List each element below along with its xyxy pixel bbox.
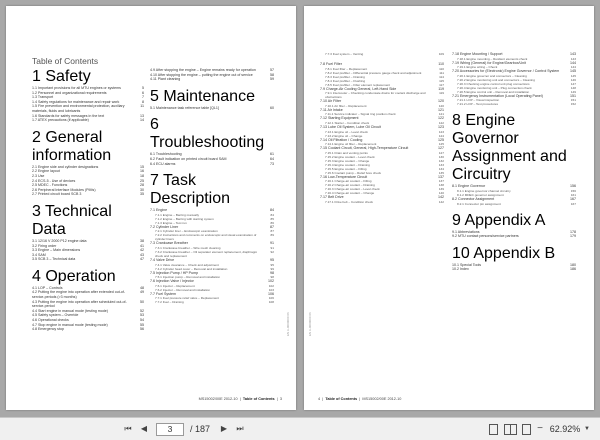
- toc-entry-page: 84: [270, 208, 274, 213]
- toc-entry-title: 1.4 Safety regulations for maintenance and repair work: [32, 99, 120, 104]
- toc-entry-page: 111: [439, 70, 444, 75]
- toc-entry-page: 120: [438, 103, 444, 108]
- toc-entry-title: 7.3.1 Crankcase breather – Wire mesh cleaning: [155, 245, 221, 250]
- toc-section: [32, 129, 144, 197]
- toc-entry-page: 143: [570, 52, 576, 56]
- toc-subentry[interactable]: [320, 52, 444, 56]
- toc-entry-page: 53: [140, 313, 144, 318]
- toc-entry-page: 137: [438, 174, 444, 179]
- toc-entry-title: 7.2 Cylinder Liner: [150, 224, 179, 229]
- toc-entry-page: 120: [438, 99, 444, 104]
- toc-entry-page: 14: [140, 118, 144, 123]
- toc-entry-title: 7.5.1 Injection pump – Removal and installation: [155, 275, 221, 280]
- toc-entry-title: 1.3 Transport: [32, 95, 54, 100]
- toc-subentry[interactable]: [452, 202, 576, 206]
- toc-entry-page: 95: [270, 262, 274, 267]
- viewer-toolbar: [0, 417, 600, 440]
- toc-entry-title: 7.21.1 LOP – Visual inspection: [457, 98, 500, 103]
- toc-entry-page: 59: [270, 77, 274, 82]
- toc-subentry[interactable]: [150, 233, 274, 241]
- toc-entry[interactable]: [452, 267, 576, 272]
- toc-entry-page: 148: [570, 85, 576, 90]
- side-mark: EN A-0000000 06: [308, 312, 312, 336]
- toc-entry-page: 8: [142, 99, 144, 104]
- toc-section: [32, 203, 144, 262]
- toc-entry-page: 110: [438, 62, 444, 66]
- toc-entry-page: 127: [438, 150, 444, 155]
- toc-entry-page: 56: [140, 327, 144, 332]
- toc-entry[interactable]: [32, 257, 144, 262]
- toc-entry-page: 137: [438, 179, 444, 184]
- toc-entry[interactable]: [32, 104, 144, 113]
- toc-entry-page: 57: [270, 68, 274, 72]
- toc-entry-page: 133: [438, 162, 444, 167]
- toc-entry-page: 142: [438, 195, 444, 200]
- toc-entry-title: 7.4.1 Valve clearance – Check and adjustment: [155, 262, 219, 267]
- toc-entry-page: 109: [438, 52, 444, 56]
- toc-entry-title: 4.6 Operational checks: [32, 318, 69, 323]
- toc-entry-title: 7.16.4 Charge-air coolant – Change: [325, 191, 375, 196]
- toc-entry[interactable]: [32, 300, 144, 309]
- toc-entry-title: 8.1.2 MDEC governor assignment: [457, 192, 504, 197]
- toc-entry-title: 3.4 SAM: [32, 252, 46, 257]
- page-footer: MS15002/00E 2012-10 | Table of Contents | 3: [198, 397, 282, 401]
- toc-entry-title: 4.7 Stop engine in manual mode (testing mode): [32, 322, 108, 327]
- toc-entry-page: 89: [270, 233, 274, 238]
- toc-entry-title: 7.16.1 Charge-air coolant – Filling: [325, 179, 372, 184]
- toc-entry-page: 41: [140, 243, 144, 248]
- toc-entry-title: 2.4 ECS-5 - Use of devices: [32, 178, 76, 183]
- toc-entry-title: 7.14.1 Engine oil filter – Replacement: [325, 142, 377, 147]
- footer-label: Table of Contents: [325, 397, 358, 401]
- toc-entry-page: 179: [570, 234, 576, 239]
- toc-entry-title: 7.9 Charge-Air Cooling General, Left-Hand Side: [320, 86, 397, 91]
- toc-entry-title: 5.1 Maintenance task reference table [QL1]: [150, 105, 219, 110]
- toc-entry-title: 7.4 Valve Drive: [150, 257, 175, 262]
- toc-entry-page: 135: [438, 170, 444, 175]
- toc-entry-page: 61: [270, 152, 274, 157]
- toc-section-title: 6 Troubleshooting: [150, 116, 265, 152]
- toc-entry-page: 106: [268, 296, 274, 301]
- toc-entry-page: 35: [140, 192, 144, 197]
- toc-subentry[interactable]: [452, 102, 576, 106]
- toc-entry-title: 10.1 Special Tools: [452, 262, 482, 267]
- toc-entry-page: 145: [570, 73, 576, 78]
- document-page-right: [304, 6, 594, 410]
- toc-entry-page: 125: [438, 142, 444, 147]
- toc-entry-title: 7.18.1 Engine mounting – Resilient elements check: [457, 56, 528, 61]
- toc-entry-title: 7.8.4 Fuel prefilter – Flushing: [325, 78, 366, 83]
- toc-entry-page: 122: [438, 116, 444, 121]
- toc-entry[interactable]: [150, 106, 274, 111]
- toc-entry[interactable]: [150, 162, 274, 167]
- document-page-left: [6, 6, 296, 410]
- two-page-view-icon[interactable]: [504, 424, 517, 435]
- toc-entry-title: 7.1.3 Engine – Test run: [155, 220, 187, 225]
- toc-section-title: 9 Appendix A: [452, 211, 546, 229]
- toc-entry-title: 7.20.1 Engine governor and connectors – Cleaning: [457, 73, 527, 78]
- toc-entry-page: 122: [438, 120, 444, 125]
- toc-entry-title: 8.1 Engine Governor: [452, 184, 486, 189]
- toc-entry-page: 91: [270, 245, 274, 250]
- toc-entry-page: 161: [570, 192, 576, 197]
- toc-section: [32, 268, 144, 332]
- toc-entry-page: 91: [270, 241, 274, 246]
- toc-entry-title: 7.20.3 Checking engine control unit plug connections: [457, 81, 530, 86]
- total-pages: / 187: [189, 424, 211, 434]
- toc-entry-title: 7.16.3 Charge-air coolant – Level check: [325, 187, 380, 192]
- toc-entry[interactable]: [32, 118, 144, 123]
- toc-entry-page: 13: [140, 113, 144, 118]
- toc-entry-title: 7.5 Injection Pump / HP Pump: [150, 270, 199, 275]
- toc-entry-title: 7.7.2 Fuel – Draining: [155, 300, 184, 305]
- toc-entry-page: 7: [142, 95, 144, 100]
- toc-entry-title: 7.1 Engine: [150, 208, 168, 213]
- toc-entry-page: 124: [438, 133, 444, 138]
- toc-column-1: [32, 68, 144, 338]
- prev-page-icon[interactable]: ◀: [140, 424, 148, 433]
- toc-entry-page: 30: [140, 187, 144, 192]
- toc-entry-title: 7.14 Oil Filtration / Cooling: [320, 137, 363, 142]
- toc-entry-page: 43: [140, 252, 144, 257]
- toc-section-title: 2 General information: [32, 128, 112, 164]
- toc-entry-title: 7.20 Accessories for (Electronic) Engine Governor / Control System: [452, 69, 560, 74]
- toc-entry-page: 25: [140, 178, 144, 183]
- toc-column-2: [150, 68, 274, 310]
- toc-entry-title: 1.7 ATEX precautions (if applicable): [32, 118, 89, 123]
- toc-section: [452, 245, 576, 272]
- toc-entry-title: 3.3 Engine – Main dimensions: [32, 248, 81, 253]
- page-title: Table of Contents: [32, 56, 99, 66]
- toc-entry-page: 55: [140, 322, 144, 327]
- page-number-input[interactable]: 3: [156, 423, 184, 436]
- next-page-icon[interactable]: ▶: [220, 424, 228, 433]
- toc-entry-page: 58: [270, 72, 274, 77]
- toc-entry-title: 7.1.1 Engine – Barring manually: [155, 212, 200, 217]
- toc-entry-page: 38: [140, 238, 144, 243]
- toc-entry-title: 7.15.5 Engine coolant – Filling: [325, 166, 367, 171]
- toc-entry-page: 151: [570, 98, 576, 103]
- toc-entry[interactable]: [150, 77, 274, 82]
- toc-entry-page: 87: [270, 224, 274, 229]
- toc-entry-title: 7.11.1 Service indicator – Signal ring position check: [325, 112, 396, 117]
- toc-entry-page: 180: [570, 262, 576, 267]
- toc-entry-title: 7.15.3 Engine coolant – Change: [325, 158, 370, 163]
- toc-entry-title: 7.4.2 Cylinder head cover – Removal and installation: [155, 266, 228, 271]
- footer-label: Table of Contents: [242, 397, 275, 401]
- toc-entry-page: 98: [270, 270, 274, 275]
- toc-entry-title: 2.6 Peripheral Interface Modules (PIMs): [32, 187, 96, 192]
- toc-entry-page: 127: [438, 146, 444, 151]
- toc-section-title: 10 Appendix B: [452, 244, 556, 262]
- toc-section-title: 4 Operation: [32, 267, 116, 285]
- toc-entry-title: 7.19.1 Engine wiring – Check: [457, 65, 498, 70]
- toc-entry-page: 139: [438, 187, 444, 192]
- toc-entry-page: 108: [268, 300, 274, 305]
- toc-section: [320, 52, 444, 56]
- toc-entry-title: 9.2 MTU contact persons/service partners: [452, 234, 519, 239]
- toc-entry-title: 7.11 Air Intake: [320, 107, 343, 112]
- toc-entry-page: 130: [438, 154, 444, 159]
- toc-section: [452, 112, 576, 205]
- scroll-view-icon[interactable]: [522, 424, 531, 435]
- toc-entry-page: 110: [439, 66, 444, 71]
- toc-entry-page: 52: [140, 308, 144, 313]
- toc-entry-title: 4.10 After stopping the engine – putting the engine out of service: [150, 72, 253, 77]
- toc-entry-page: 152: [570, 102, 576, 107]
- toc-entry-title: 7.20.4 Engine monitoring unit – Plug connection check: [457, 85, 532, 90]
- toc-entry-page: 132: [438, 158, 444, 163]
- toc-entry-page: 49: [140, 290, 144, 295]
- toc-entry-title: 7.2.1 Cylinder liner – Endoscopic examination: [155, 229, 218, 234]
- toc-entry-page: 86: [270, 220, 274, 225]
- toc-entry-title: 7.6.1 Injector – Replacement: [155, 283, 195, 288]
- toc-entry-title: 7.12 Starting Equipment: [320, 116, 359, 121]
- toc-entry-title: 3.2 Firing order: [32, 243, 57, 248]
- toc-entry-page: 102: [268, 279, 274, 284]
- footer-doc-number: MS15002/00E 2012-10: [198, 397, 238, 401]
- toc-entry-page: 147: [570, 81, 576, 86]
- footer-doc-number: MS15002/00E 2012-10: [362, 397, 402, 401]
- toc-entry-page: 143: [570, 56, 576, 61]
- toc-entry-title: 3.5 SCB 3 – Technical data: [32, 257, 76, 262]
- toc-entry-page: 186: [570, 267, 576, 272]
- toc-entry-title: 4.4 Start engine in manual mode (testing mode): [32, 308, 108, 313]
- toc-entry-title: 7.13.2 Engine oil – Change: [325, 133, 363, 138]
- toc-entry-page: 123: [438, 124, 444, 129]
- footer-page-number: 3: [279, 397, 282, 401]
- toc-entry-page: 99: [270, 266, 274, 271]
- toc-entry-title: 4.5 Safety system – Override: [32, 313, 79, 318]
- toc-section: [150, 172, 274, 304]
- toc-entry-page: 87: [270, 229, 274, 234]
- toc-entry-title: 7.16.2 Charge-air coolant – Draining: [325, 183, 375, 188]
- toc-entry-title: 7.9.1 Intercooler – Checking condensate drains for coolant discharge and obstructions: [325, 91, 426, 100]
- toc-entry-title: 7.10.1 Air filter – Replacement: [325, 103, 367, 108]
- toc-entry-page: 28: [140, 183, 144, 188]
- toc-entry-title: 7.8.1 Fuel filter – Replacement: [325, 66, 368, 71]
- toc-section: [320, 62, 444, 204]
- toc-entry-title: 7.13 Lube Oil System, Lube Oil Circuit: [320, 124, 381, 129]
- toc-entry-title: 7.2.2 Instructions and comments on endoscopic and visual examination of cylinder liners: [155, 233, 257, 242]
- toc-entry-page: 47: [140, 257, 144, 262]
- toc-entry-page: 73: [270, 161, 274, 166]
- toc-entry-page: 144: [570, 65, 576, 70]
- toc-entry-page: 140: [438, 191, 444, 196]
- toc-entry-title: 2.5 MDEC - Functions: [32, 183, 68, 188]
- toc-entry-page: 6: [142, 90, 144, 95]
- toc-entry-title: 6.4 ECU alarms: [150, 161, 176, 166]
- toc-entry-page: 50: [140, 299, 144, 304]
- page-footer: 4 | Table of Contents | MS15002/00E 2012-10: [318, 397, 402, 401]
- toc-entry-title: 6.2 Fault indication on printed circuit board SAM: [150, 156, 227, 161]
- toc-entry-page: 15: [140, 164, 144, 169]
- toc-section-title: 5 Maintenance: [150, 87, 255, 105]
- toc-entry-page: 151: [570, 93, 576, 98]
- toc-entry-title: 7.3.2 Crankcase breather – Oil separator element replacement, diaphragm check and replacement: [155, 249, 258, 258]
- toc-entry-title: 7.15.4 Engine coolant – Draining: [325, 162, 370, 167]
- toc-section: [150, 116, 274, 166]
- toc-entry-page: 98: [270, 275, 274, 280]
- toc-subentry[interactable]: [150, 300, 274, 304]
- toc-entry-title: 1.2 Personnel and organizational requirements: [32, 90, 107, 95]
- toc-entry-title: 7.7.1 Fuel pressure relief valve – Replacement: [155, 296, 219, 301]
- toc-entry-title: 7.20.2 Engine monitoring unit and connectors – Cleaning: [457, 77, 535, 82]
- toc-section: [452, 52, 576, 106]
- toc-entry-page: 92: [270, 249, 274, 254]
- toc-entry-page: 84: [270, 212, 274, 217]
- toc-entry-title: 7.1.2 Engine – Barring with starting system: [155, 216, 214, 221]
- toc-entry-page: 48: [140, 285, 144, 290]
- toc-entry-page: 178: [570, 229, 576, 234]
- toc-entry[interactable]: [32, 327, 144, 332]
- toc-entry-page: 18: [140, 173, 144, 178]
- toc-column-4: [452, 52, 576, 278]
- toc-entry-page: 60: [270, 105, 274, 110]
- toc-entry-title: 10.2 Index: [452, 267, 469, 272]
- toc-entry-page: 117: [439, 82, 444, 87]
- toc-entry-title: 4.2 Putting the engine into operation after extended out-of-service-periods (>3 months): [32, 290, 126, 300]
- toc-entry-page: 106: [268, 291, 274, 296]
- toc-entry-page: 156: [570, 184, 576, 189]
- toc-entry-title: 7.17.1 Drive belt – Condition check: [325, 199, 373, 204]
- toc-entry-title: 7.21.2 LOP – Test procedures: [457, 102, 498, 107]
- toc-entry-title: 7.7.3 Fuel system – Venting: [325, 52, 364, 56]
- toc-entry-title: 7.18 Engine Mounting / Support: [452, 52, 503, 56]
- toc-entry-title: 6.1 Troubleshooting: [150, 152, 182, 157]
- toc-section: [452, 212, 576, 239]
- toc-entry-title: 7.8 Fuel Filter: [320, 62, 342, 66]
- toc-entry-title: 7.17 Belt Drive: [320, 195, 344, 200]
- toc-entry-page: 5: [142, 86, 144, 90]
- toc-subentry[interactable]: [320, 91, 444, 99]
- toc-entry-title: 7.8.2 Fuel prefilter – Differential pressure gauge check and adjustment: [325, 70, 422, 75]
- toc-entry-page: 142: [438, 199, 444, 204]
- toc-entry-title: 8.2 Connector Assignment: [452, 196, 495, 201]
- toc-entry-title: 4.8 Emergency stop: [32, 327, 64, 332]
- toc-entry-page: 134: [438, 166, 444, 171]
- toc-entry-title: 8.2.1 Connector pin assignment: [457, 201, 501, 206]
- toc-entry-page: 119: [439, 91, 444, 96]
- toc-entry-title: 9.1 Abbreviations: [452, 229, 480, 234]
- toc-entry-page: 121: [438, 112, 444, 117]
- toc-entry-page: 11: [140, 104, 144, 109]
- toc-entry-title: 7.19 Wiring (General) for Engine/Gearbox/Unit: [452, 60, 526, 65]
- toc-entry-page: 121: [438, 107, 444, 112]
- toc-entry-page: 95: [270, 257, 274, 262]
- toc-entry-page: 102: [268, 283, 274, 288]
- single-page-view-icon[interactable]: [489, 424, 498, 435]
- toc-entry-title: 7.21 Emergency Instrumentation (Local Operating Panel): [452, 93, 543, 98]
- toc-entry-title: 7.10 Air Filter: [320, 99, 342, 104]
- toc-entry-page: 149: [570, 89, 576, 94]
- toc-entry-title: 2.1 Engine side and cylinder designations: [32, 164, 99, 169]
- view-mode-icons: [488, 418, 532, 440]
- toc-entry-page: 146: [570, 77, 576, 82]
- toc-entry-page: 54: [140, 318, 144, 323]
- toc-entry-title: 2.2 Engine layout: [32, 169, 60, 174]
- toc-entry-page: 119: [438, 86, 444, 91]
- toc-entry-title: 7.13.1 Engine oil – Level check: [325, 129, 368, 134]
- toc-entry-title: 7.15.2 Engine coolant – Level check: [325, 154, 375, 159]
- toc-column-3: [320, 52, 444, 210]
- toc-section-title: 7 Task Description: [150, 172, 231, 208]
- toc-section: [150, 88, 274, 111]
- first-page-icon[interactable]: ⏮: [124, 424, 132, 433]
- toc-entry-title: 1.5 Fire prevention and environmental protection, auxiliary materials, fluids and lubricants: [32, 104, 125, 113]
- toc-entry-page: 145: [570, 69, 576, 74]
- toc-entry-page: 156: [570, 188, 576, 193]
- toc-entry[interactable]: [32, 290, 144, 299]
- toc-entry-title: 7.8.3 Fuel prefilter – Draining: [325, 74, 365, 79]
- toc-entry-title: 7.15.1 Drain and venting points: [325, 150, 368, 155]
- toc-entry[interactable]: [452, 234, 576, 239]
- last-page-icon[interactable]: ⏭: [236, 424, 244, 433]
- toc-entry-title: 4.3 Putting the engine into operation after scheduled out-of-service-period: [32, 299, 127, 309]
- toc-subentry[interactable]: [320, 200, 444, 204]
- toc-entry-title: 3.1 12/16 V 2000 P12 engine data: [32, 238, 87, 243]
- toc-entry-page: 114: [439, 74, 444, 79]
- toc-entry-page: 167: [570, 201, 576, 206]
- toc-entry-title: 7.15 Coolant Circuit, General, High-Temperature Circuit: [320, 146, 409, 151]
- toc-entry-page: 42: [140, 248, 144, 253]
- toc-entry-title: 7.7 Fuel System: [150, 291, 176, 296]
- toc-entry-title: 4.9 After stopping the engine – Engine remains ready for operation: [150, 68, 256, 72]
- footer-page-number: 4: [318, 397, 321, 401]
- toc-section-title: 8 Engine Governor Assignment and Circuitry: [452, 112, 567, 184]
- toc-entry-title: 2.7 Printed circuit board SCB 3: [32, 192, 82, 197]
- toc-section-title: 3 Technical Data: [32, 202, 112, 238]
- toc-subentry[interactable]: [150, 250, 274, 258]
- toc-entry-page: 64: [270, 156, 274, 161]
- toc-entry-page: 16: [140, 169, 144, 174]
- toc-entry-page: 167: [570, 196, 576, 201]
- zoom-level[interactable]: 62.92%: [549, 424, 581, 434]
- toc-entry-title: 7.8.5 Fuel prefilter – Filter element replacement: [325, 82, 390, 87]
- toc-entry-title: 4.11 Plant cleaning: [150, 77, 181, 82]
- toc-entry-title: 8.1.1 Engine governor channel circuitry: [457, 188, 511, 193]
- toc-entry-title: 1.1 Important provisions for all MTU engines or systems: [32, 86, 121, 90]
- toc-entry[interactable]: [32, 192, 144, 197]
- toc-entry-title: 2.3 Use: [32, 173, 45, 178]
- toc-entry-title: 1.6 Standards for safety messages in the text: [32, 113, 105, 118]
- zoom-out-icon[interactable]: −: [537, 423, 543, 434]
- toc-entry-title: 7.16 Low-Temperature Circuit: [320, 174, 368, 179]
- toc-entry-title: 7.6.2 Injector – Removal and installation: [155, 287, 211, 292]
- toc-entry-page: 138: [438, 183, 444, 188]
- toc-entry-page: 85: [270, 216, 274, 221]
- zoom-dropdown-icon[interactable]: ▼: [584, 426, 590, 432]
- toc-entry-title: 7.20.5 Engine control unit – Removal and installation: [457, 89, 530, 94]
- toc-entry-title: 7.6 Injection Valve / Injector: [150, 279, 194, 284]
- toc-entry-page: 115: [439, 78, 444, 83]
- toc-section: [32, 68, 144, 123]
- toc-entry-title: 7.15.6 Coolant pump – Relief bore check: [325, 170, 382, 175]
- toc-entry-title: 7.12.1 Starter – Condition check: [325, 120, 370, 125]
- toc-entry-page: 123: [438, 129, 444, 134]
- toc-entry-page: 144: [570, 60, 576, 65]
- toc-entry-page: 125: [438, 137, 444, 142]
- side-mark: EN A-0000000 06: [286, 312, 290, 336]
- toc-entry-title: 7.3 Crankcase Breather: [150, 241, 188, 246]
- toc-entry-title: 4.1 LOP – Controls: [32, 285, 63, 290]
- toc-section: [150, 68, 274, 82]
- toc-entry-page: 103: [268, 287, 274, 292]
- toc-section-title: 1 Safety: [32, 68, 91, 85]
